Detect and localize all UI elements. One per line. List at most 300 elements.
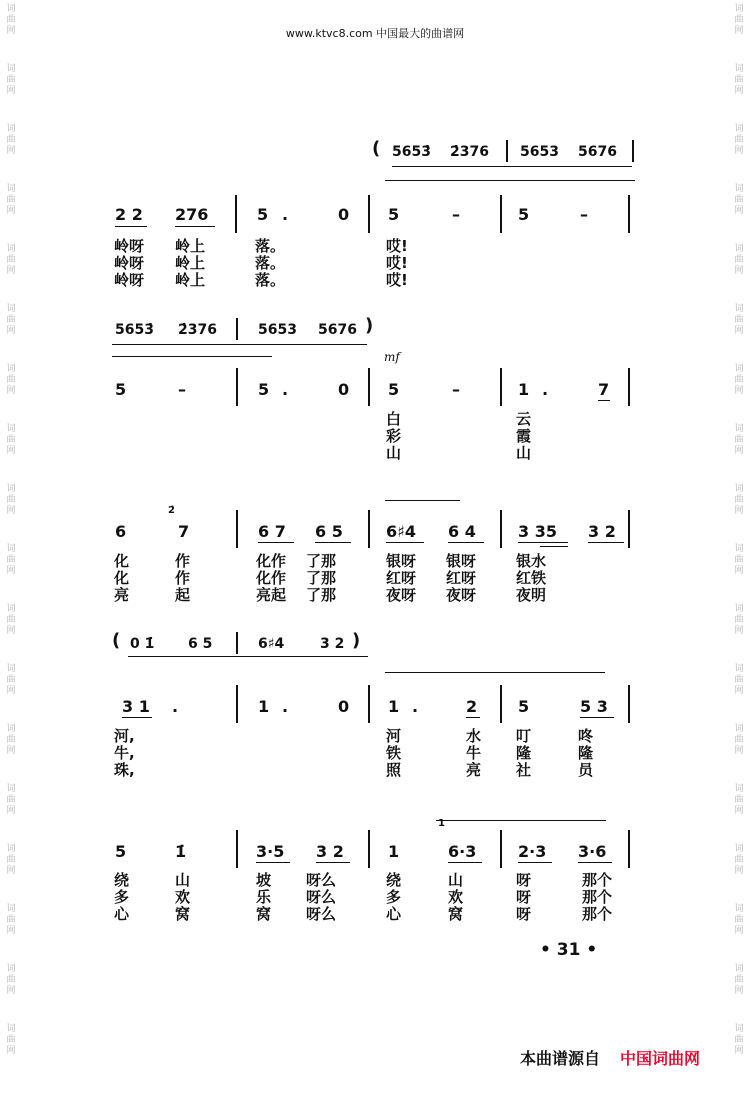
watermark-glyphs	[4, 664, 18, 697]
lyric: 隆	[516, 744, 532, 762]
watermark-char: 词	[734, 4, 744, 14]
interlude-note: 5676	[318, 322, 357, 338]
lyric: 河,	[114, 727, 135, 745]
watermark-char: 词	[6, 484, 16, 494]
note: 3 35	[518, 522, 557, 541]
watermark-char: 网	[734, 326, 744, 336]
lyric: 牛,	[114, 744, 135, 762]
lyric: 落。	[255, 254, 286, 272]
lyric: 夜明	[516, 586, 547, 604]
watermark-glyphs	[732, 904, 746, 937]
watermark-glyphs	[732, 604, 746, 637]
watermark-char: 曲	[6, 855, 16, 865]
interlude-open-paren: (	[112, 630, 121, 651]
lyric: 心	[386, 905, 402, 923]
lyric: 夜呀	[386, 586, 417, 604]
watermark-char: 词	[6, 904, 16, 914]
watermark-glyphs	[732, 964, 746, 997]
note: 6 7	[258, 522, 286, 541]
note: 6	[115, 522, 127, 541]
watermark-char: 词	[6, 244, 16, 254]
watermark-char: 词	[6, 364, 16, 374]
lyric: 银呀	[446, 552, 477, 570]
watermark-char: 词	[6, 184, 16, 194]
note: 3 2	[588, 522, 616, 541]
watermark-char: 曲	[734, 915, 744, 925]
lyric: 了那	[306, 552, 337, 570]
note: 0	[338, 205, 350, 224]
watermark-glyphs	[4, 604, 18, 637]
note: –	[178, 380, 186, 399]
watermark-char: 词	[6, 64, 16, 74]
watermark-char: 曲	[734, 795, 744, 805]
watermark-char: 曲	[734, 15, 744, 25]
lyric: 窝	[175, 905, 191, 923]
lyric: 坡	[256, 871, 272, 889]
watermark-glyphs	[732, 124, 746, 157]
interlude-close-paren: )	[365, 315, 374, 336]
lyric: 乐	[256, 888, 272, 906]
barline	[628, 685, 630, 723]
note: 6·3	[448, 842, 477, 861]
barline	[368, 368, 370, 406]
note: 1̇	[175, 842, 187, 861]
underline	[518, 862, 552, 863]
barline	[236, 510, 238, 548]
underline	[315, 542, 351, 543]
lyric: 员	[578, 761, 594, 779]
underline	[115, 226, 147, 227]
lyric: 山	[516, 444, 532, 462]
note: 2 2	[115, 205, 143, 224]
lyric: 那个	[582, 871, 613, 889]
barline	[235, 195, 237, 233]
watermark-char: 网	[6, 626, 16, 636]
grace-note: 2̇	[168, 505, 175, 516]
watermark-char: 词	[734, 604, 744, 614]
underline	[175, 226, 215, 227]
note: 5	[518, 205, 530, 224]
watermark-char: 词	[734, 964, 744, 974]
watermark-char: 网	[734, 746, 744, 756]
lyric: 化作	[256, 552, 287, 570]
watermark-char: 词	[6, 664, 16, 674]
note: 5	[518, 697, 530, 716]
lyric: 窝	[256, 905, 272, 923]
watermark-char: 曲	[6, 1035, 16, 1045]
footer-label: 本曲谱源自	[520, 1049, 601, 1068]
watermark-char: 曲	[734, 495, 744, 505]
site-header: www.ktvc8.com 中国最大的曲谱网	[285, 27, 465, 40]
watermark-char: 词	[6, 844, 16, 854]
watermark-char: 网	[6, 326, 16, 336]
lyric: 山	[448, 871, 464, 889]
watermark-char: 网	[6, 86, 16, 96]
lyric: 岭上	[175, 237, 206, 255]
watermark-char: 曲	[6, 495, 16, 505]
watermark-char: 网	[6, 746, 16, 756]
lyric: 呀	[516, 905, 532, 923]
watermark-char: 网	[6, 866, 16, 876]
watermark-char: 词	[734, 304, 744, 314]
lyric: 呀么	[306, 905, 337, 923]
interlude-open-paren: (	[372, 138, 381, 159]
lyric: 了那	[306, 586, 337, 604]
watermark-char: 曲	[734, 255, 744, 265]
watermark-char: 曲	[6, 975, 16, 985]
watermark-char: 曲	[734, 435, 744, 445]
tie-line	[436, 820, 606, 821]
lyric: 山	[386, 444, 402, 462]
barline	[500, 195, 502, 233]
watermark-char: 曲	[6, 615, 16, 625]
note: 5	[115, 380, 127, 399]
watermark-glyphs	[4, 844, 18, 877]
note: 1	[388, 697, 400, 716]
tie-line	[385, 672, 605, 673]
underline	[448, 862, 482, 863]
watermark-char: 网	[734, 626, 744, 636]
watermark-char: 网	[734, 266, 744, 276]
lyric: 红呀	[446, 569, 477, 587]
lyric: 窝	[448, 905, 464, 923]
interlude-note: 5653	[258, 322, 297, 338]
watermark-char: 曲	[6, 735, 16, 745]
watermark-char: 词	[6, 604, 16, 614]
note: .	[282, 697, 289, 716]
watermark-char: 曲	[6, 75, 16, 85]
barline	[368, 830, 370, 868]
lyric: 化作	[256, 569, 287, 587]
lyric: 铁	[386, 744, 402, 762]
watermark-glyphs	[4, 964, 18, 997]
watermark-char: 词	[734, 784, 744, 794]
watermark-glyphs	[4, 64, 18, 97]
lyric: 起	[175, 586, 191, 604]
watermark-glyphs	[4, 304, 18, 337]
interlude-note: 6♯4	[258, 636, 285, 652]
underline	[578, 862, 612, 863]
note: 3·5	[256, 842, 285, 861]
lyric: 岭呀	[114, 271, 145, 289]
lyric: 亮	[466, 761, 482, 779]
underline	[258, 542, 294, 543]
note: 5	[388, 205, 400, 224]
barline	[632, 140, 634, 162]
watermark-char: 曲	[734, 75, 744, 85]
watermark-char: 曲	[6, 675, 16, 685]
underline	[316, 862, 350, 863]
watermark-char: 词	[6, 424, 16, 434]
interlude-note: 5676	[578, 144, 617, 160]
lyric: 呀	[516, 871, 532, 889]
watermark-char: 词	[734, 484, 744, 494]
watermark-glyphs	[4, 4, 18, 37]
note: .	[542, 380, 549, 399]
note: 2·3	[518, 842, 547, 861]
lyric: 夜呀	[446, 586, 477, 604]
watermark-char: 词	[6, 1024, 16, 1034]
watermark-char: 网	[734, 806, 744, 816]
watermark-glyphs	[4, 784, 18, 817]
watermark-glyphs	[732, 1024, 746, 1057]
watermark-char: 词	[6, 4, 16, 14]
tie-line	[112, 356, 272, 357]
watermark-char: 曲	[734, 315, 744, 325]
interlude-note: 5653	[520, 144, 559, 160]
underline	[466, 717, 480, 718]
watermark-char: 曲	[734, 195, 744, 205]
watermark-char: 网	[734, 446, 744, 456]
watermark-char: 曲	[6, 795, 16, 805]
underline	[112, 344, 367, 345]
lyric: 了那	[306, 569, 337, 587]
dynamic-mark: mf	[384, 350, 400, 364]
note: –	[452, 380, 460, 399]
lyric: 社	[516, 761, 532, 779]
note: 1	[518, 380, 530, 399]
underline	[540, 546, 568, 547]
lyric: 呀	[516, 888, 532, 906]
note: 7	[178, 522, 190, 541]
watermark-char: 词	[6, 964, 16, 974]
note: 0	[338, 697, 350, 716]
note: 3 1	[122, 697, 150, 716]
interlude-close-paren: )	[352, 630, 361, 651]
lyric: 彩	[386, 427, 402, 445]
watermark-glyphs	[732, 304, 746, 337]
watermark-char: 曲	[6, 15, 16, 25]
watermark-char: 词	[734, 64, 744, 74]
watermark-glyphs	[4, 1024, 18, 1057]
note: .	[282, 380, 289, 399]
lyric: 欢	[175, 888, 191, 906]
note: –	[452, 205, 460, 224]
lyric: 哎!	[386, 254, 408, 272]
lyric: 绕	[386, 871, 402, 889]
watermark-glyphs	[732, 784, 746, 817]
watermark-glyphs	[732, 844, 746, 877]
lyric: 白	[386, 410, 402, 428]
watermark-char: 曲	[6, 435, 16, 445]
watermark-char: 词	[6, 724, 16, 734]
watermark-char: 曲	[6, 915, 16, 925]
barline	[368, 195, 370, 233]
barline	[628, 195, 630, 233]
note: 5	[258, 380, 270, 399]
lyric: 落。	[255, 271, 286, 289]
note: 276	[175, 205, 209, 224]
watermark-char: 网	[734, 26, 744, 36]
lyric: 亮	[114, 586, 130, 604]
note: 5	[115, 842, 127, 861]
lyric: 心	[114, 905, 130, 923]
note: 6♯4	[386, 522, 417, 541]
watermark-char: 词	[734, 244, 744, 254]
watermark-char: 网	[6, 146, 16, 156]
lyric: 作	[175, 552, 191, 570]
watermark-char: 曲	[734, 555, 744, 565]
watermark-char: 网	[6, 206, 16, 216]
barline	[500, 510, 502, 548]
tie-line	[385, 500, 460, 501]
page-number: • 31 •	[540, 940, 598, 960]
lyric: 云	[516, 410, 532, 428]
watermark-glyphs	[4, 724, 18, 757]
watermark-char: 曲	[734, 675, 744, 685]
watermark-char: 词	[6, 784, 16, 794]
lyric: 照	[386, 761, 402, 779]
barline	[236, 318, 238, 340]
watermark-glyphs	[732, 664, 746, 697]
watermark-glyphs	[4, 544, 18, 577]
lyric: 多	[114, 888, 130, 906]
watermark-char: 曲	[734, 735, 744, 745]
barline	[628, 368, 630, 406]
underline	[588, 542, 624, 543]
watermark-char: 曲	[6, 255, 16, 265]
watermark-glyphs	[4, 244, 18, 277]
watermark-glyphs	[732, 244, 746, 277]
watermark-char: 词	[734, 1024, 744, 1034]
watermark-glyphs	[732, 364, 746, 397]
note: 5 3	[580, 697, 608, 716]
lyric: 河	[386, 727, 402, 745]
note: 0	[338, 380, 350, 399]
watermark-glyphs	[4, 184, 18, 217]
watermark-char: 曲	[734, 1035, 744, 1045]
watermark-char: 词	[6, 544, 16, 554]
lyric: 水	[466, 727, 482, 745]
note: 5	[388, 380, 400, 399]
watermark-char: 网	[6, 506, 16, 516]
watermark-char: 曲	[6, 555, 16, 565]
watermark-char: 网	[734, 1046, 744, 1056]
note: –	[580, 205, 588, 224]
barline	[628, 510, 630, 548]
watermark-char: 曲	[734, 975, 744, 985]
watermark-char: 网	[6, 1046, 16, 1056]
interlude-note: 5653̇	[392, 144, 431, 160]
underline	[598, 400, 610, 401]
note: 3 2	[316, 842, 344, 861]
lyric: 哎!	[386, 271, 408, 289]
watermark-glyphs	[732, 424, 746, 457]
footer-brand: 中国词曲网	[620, 1049, 701, 1068]
lyric: 隆	[578, 744, 594, 762]
barline	[236, 632, 238, 654]
watermark-char: 网	[6, 986, 16, 996]
barline	[368, 510, 370, 548]
note: .	[412, 697, 419, 716]
lyric: 珠,	[114, 761, 135, 779]
note: .	[282, 205, 289, 224]
barline	[236, 368, 238, 406]
lyric: 红呀	[386, 569, 417, 587]
barline	[500, 368, 502, 406]
note: 3·6	[578, 842, 607, 861]
tie-line	[385, 180, 635, 181]
watermark-char: 网	[734, 986, 744, 996]
underline	[518, 542, 568, 543]
watermark-char: 词	[6, 304, 16, 314]
watermark-char: 网	[734, 926, 744, 936]
watermark-char: 词	[734, 184, 744, 194]
lyric: 呀么	[306, 871, 337, 889]
watermark-char: 网	[6, 806, 16, 816]
watermark-char: 曲	[6, 315, 16, 325]
interlude-note: 6 5	[188, 636, 213, 652]
watermark-char: 曲	[6, 375, 16, 385]
watermark-char: 网	[734, 206, 744, 216]
lyric: 欢	[448, 888, 464, 906]
watermark-char: 词	[734, 844, 744, 854]
watermark-glyphs	[732, 544, 746, 577]
lyric: 山	[175, 871, 191, 889]
underline	[256, 862, 290, 863]
lyric: 岭上	[175, 271, 206, 289]
lyric: 岭呀	[114, 254, 145, 272]
lyric: 落。	[255, 237, 286, 255]
barline	[628, 830, 630, 868]
underline	[128, 656, 368, 657]
lyric: 多	[386, 888, 402, 906]
watermark-char: 网	[734, 566, 744, 576]
interlude-note: 0 1̇	[130, 636, 155, 652]
watermark-glyphs	[4, 124, 18, 157]
lyric: 呀么	[306, 888, 337, 906]
barline	[500, 685, 502, 723]
lyric: 银呀	[386, 552, 417, 570]
watermark-char: 曲	[734, 855, 744, 865]
watermark-char: 词	[6, 124, 16, 134]
lyric: 作	[175, 569, 191, 587]
watermark-char: 曲	[734, 135, 744, 145]
watermark-glyphs	[4, 904, 18, 937]
lyric: 岭呀	[114, 237, 145, 255]
watermark-char: 网	[6, 446, 16, 456]
barline	[500, 830, 502, 868]
lyric: 牛	[466, 744, 482, 762]
watermark-char: 曲	[734, 615, 744, 625]
lyric: 化	[114, 552, 130, 570]
watermark-char: 网	[6, 686, 16, 696]
lyric: 绕	[114, 871, 130, 889]
watermark-glyphs	[4, 484, 18, 517]
grace-note: 1	[438, 818, 445, 829]
lyric: 红铁	[516, 569, 547, 587]
underline	[580, 717, 614, 718]
note: 1	[258, 697, 270, 716]
barline	[368, 685, 370, 723]
barline	[236, 830, 238, 868]
watermark-char: 词	[734, 724, 744, 734]
watermark-char: 词	[734, 544, 744, 554]
watermark-glyphs	[732, 4, 746, 37]
footer-source	[520, 1046, 700, 1069]
watermark-glyphs	[4, 424, 18, 457]
watermark-char: 网	[6, 386, 16, 396]
lyric: 岭上	[175, 254, 206, 272]
underline	[122, 717, 152, 718]
watermark-char: 词	[734, 664, 744, 674]
watermark-char: 曲	[6, 135, 16, 145]
watermark-char: 网	[734, 86, 744, 96]
note: 6 4	[448, 522, 476, 541]
watermark-glyphs	[732, 184, 746, 217]
interlude-note: 2̇376	[450, 144, 489, 160]
watermark-glyphs	[732, 484, 746, 517]
